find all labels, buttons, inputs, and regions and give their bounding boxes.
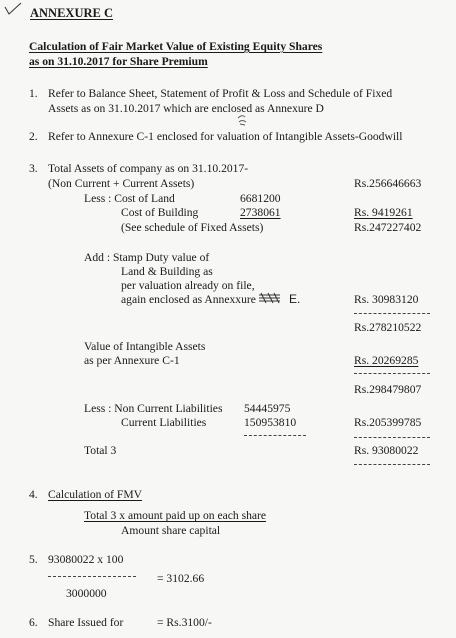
building-label: Cost of Building <box>121 206 199 219</box>
divider <box>244 435 306 436</box>
intangible-label-line1: Value of Intangible Assets <box>84 340 206 353</box>
total-assets-value: Rs.256646663 <box>354 177 422 190</box>
share-issued-label: Share Issued for <box>48 616 124 629</box>
intangible-value: Rs. 20269285 <box>354 354 419 367</box>
item2-text: Refer to Annexure C-1 enclosed for valuation of Intangible Assets-Goodwill <box>48 130 403 143</box>
tick-mark-icon <box>4 2 22 16</box>
land-value: 6681200 <box>240 192 281 205</box>
total3-label: Total 3 <box>84 444 117 457</box>
item4-number: 4. <box>29 488 38 501</box>
annexure-heading: ANNEXURE C <box>30 6 113 20</box>
land-building-total: Rs. 9419261 <box>354 206 413 219</box>
stamp-duty-value: Rs. 30983120 <box>354 293 419 306</box>
liabilities-total-value: Rs.205399785 <box>354 416 422 429</box>
total-assets-subtitle: (Non Current + Current Assets) <box>48 177 195 190</box>
add-stamp-duty-line1: Add : Stamp Duty value of <box>84 251 210 264</box>
subtotal2-value: Rs.298479807 <box>354 383 422 396</box>
intangible-label-line2: as per Annexure C-1 <box>84 354 180 367</box>
item1-number: 1. <box>29 87 38 100</box>
item5-number: 5. <box>29 553 38 566</box>
document-title-line2: as on 31.10.2017 for Share Premium <box>29 55 208 68</box>
subtotal1-value: Rs.278210522 <box>354 321 422 334</box>
divider <box>354 464 430 465</box>
share-issued-value: = Rs.3100/- <box>157 616 212 629</box>
strikethrough-scribble-icon <box>258 292 282 304</box>
total-assets-label: Total Assets of company as on 31.10.2017- <box>48 162 249 175</box>
less-land-label: Less : Cost of Land <box>84 192 175 205</box>
divider <box>354 373 430 374</box>
fmv-calculation-label: Calculation of FMV <box>48 488 143 501</box>
fmv-result: = 3102.66 <box>157 572 205 585</box>
fraction-divider <box>48 576 136 577</box>
item1-text-line2: Assets as on 31.10.2017 which are enclosed as Annexure D <box>48 102 324 115</box>
item2-number: 2. <box>29 130 38 143</box>
fmv-formula-numerator: Total 3 x amount paid up on each share <box>84 509 267 522</box>
add-stamp-duty-line3: per valuation already on file, <box>121 279 255 292</box>
add-stamp-duty-line4: again enclosed as Annexxure <box>121 293 256 306</box>
item1-text-line1: Refer to Balance Sheet, Statement of Profit & Loss and Schedule of Fixed <box>48 87 393 100</box>
building-value: 2738061 <box>240 206 281 219</box>
total3-value: Rs. 93080022 <box>354 444 419 457</box>
fmv-denominator: 3000000 <box>66 587 107 600</box>
current-liabilities-label: Current Liabilities <box>121 416 207 429</box>
schedule-note: (See schedule of Fixed Assets) <box>121 221 264 234</box>
less-ncl-label: Less : Non Current Liabilities <box>84 402 223 415</box>
item6-number: 6. <box>29 616 38 629</box>
document-title-line1: Calculation of Fair Market Value of Existing Equity Shares <box>29 40 323 53</box>
add-stamp-duty-line2: Land & Building as <box>121 265 213 278</box>
fmv-numerator: 93080022 x 100 <box>48 553 124 566</box>
item3-number: 3. <box>29 162 38 175</box>
fmv-formula-denominator: Amount share capital <box>121 524 221 537</box>
after-less-value: Rs.247227402 <box>354 221 422 234</box>
handwritten-annexure-letter: E. <box>289 292 301 306</box>
divider <box>354 313 430 314</box>
handwritten-mark-icon <box>236 114 248 126</box>
divider <box>354 437 430 438</box>
ncl-value: 54445975 <box>244 402 291 415</box>
current-liabilities-value: 150953810 <box>244 416 297 429</box>
